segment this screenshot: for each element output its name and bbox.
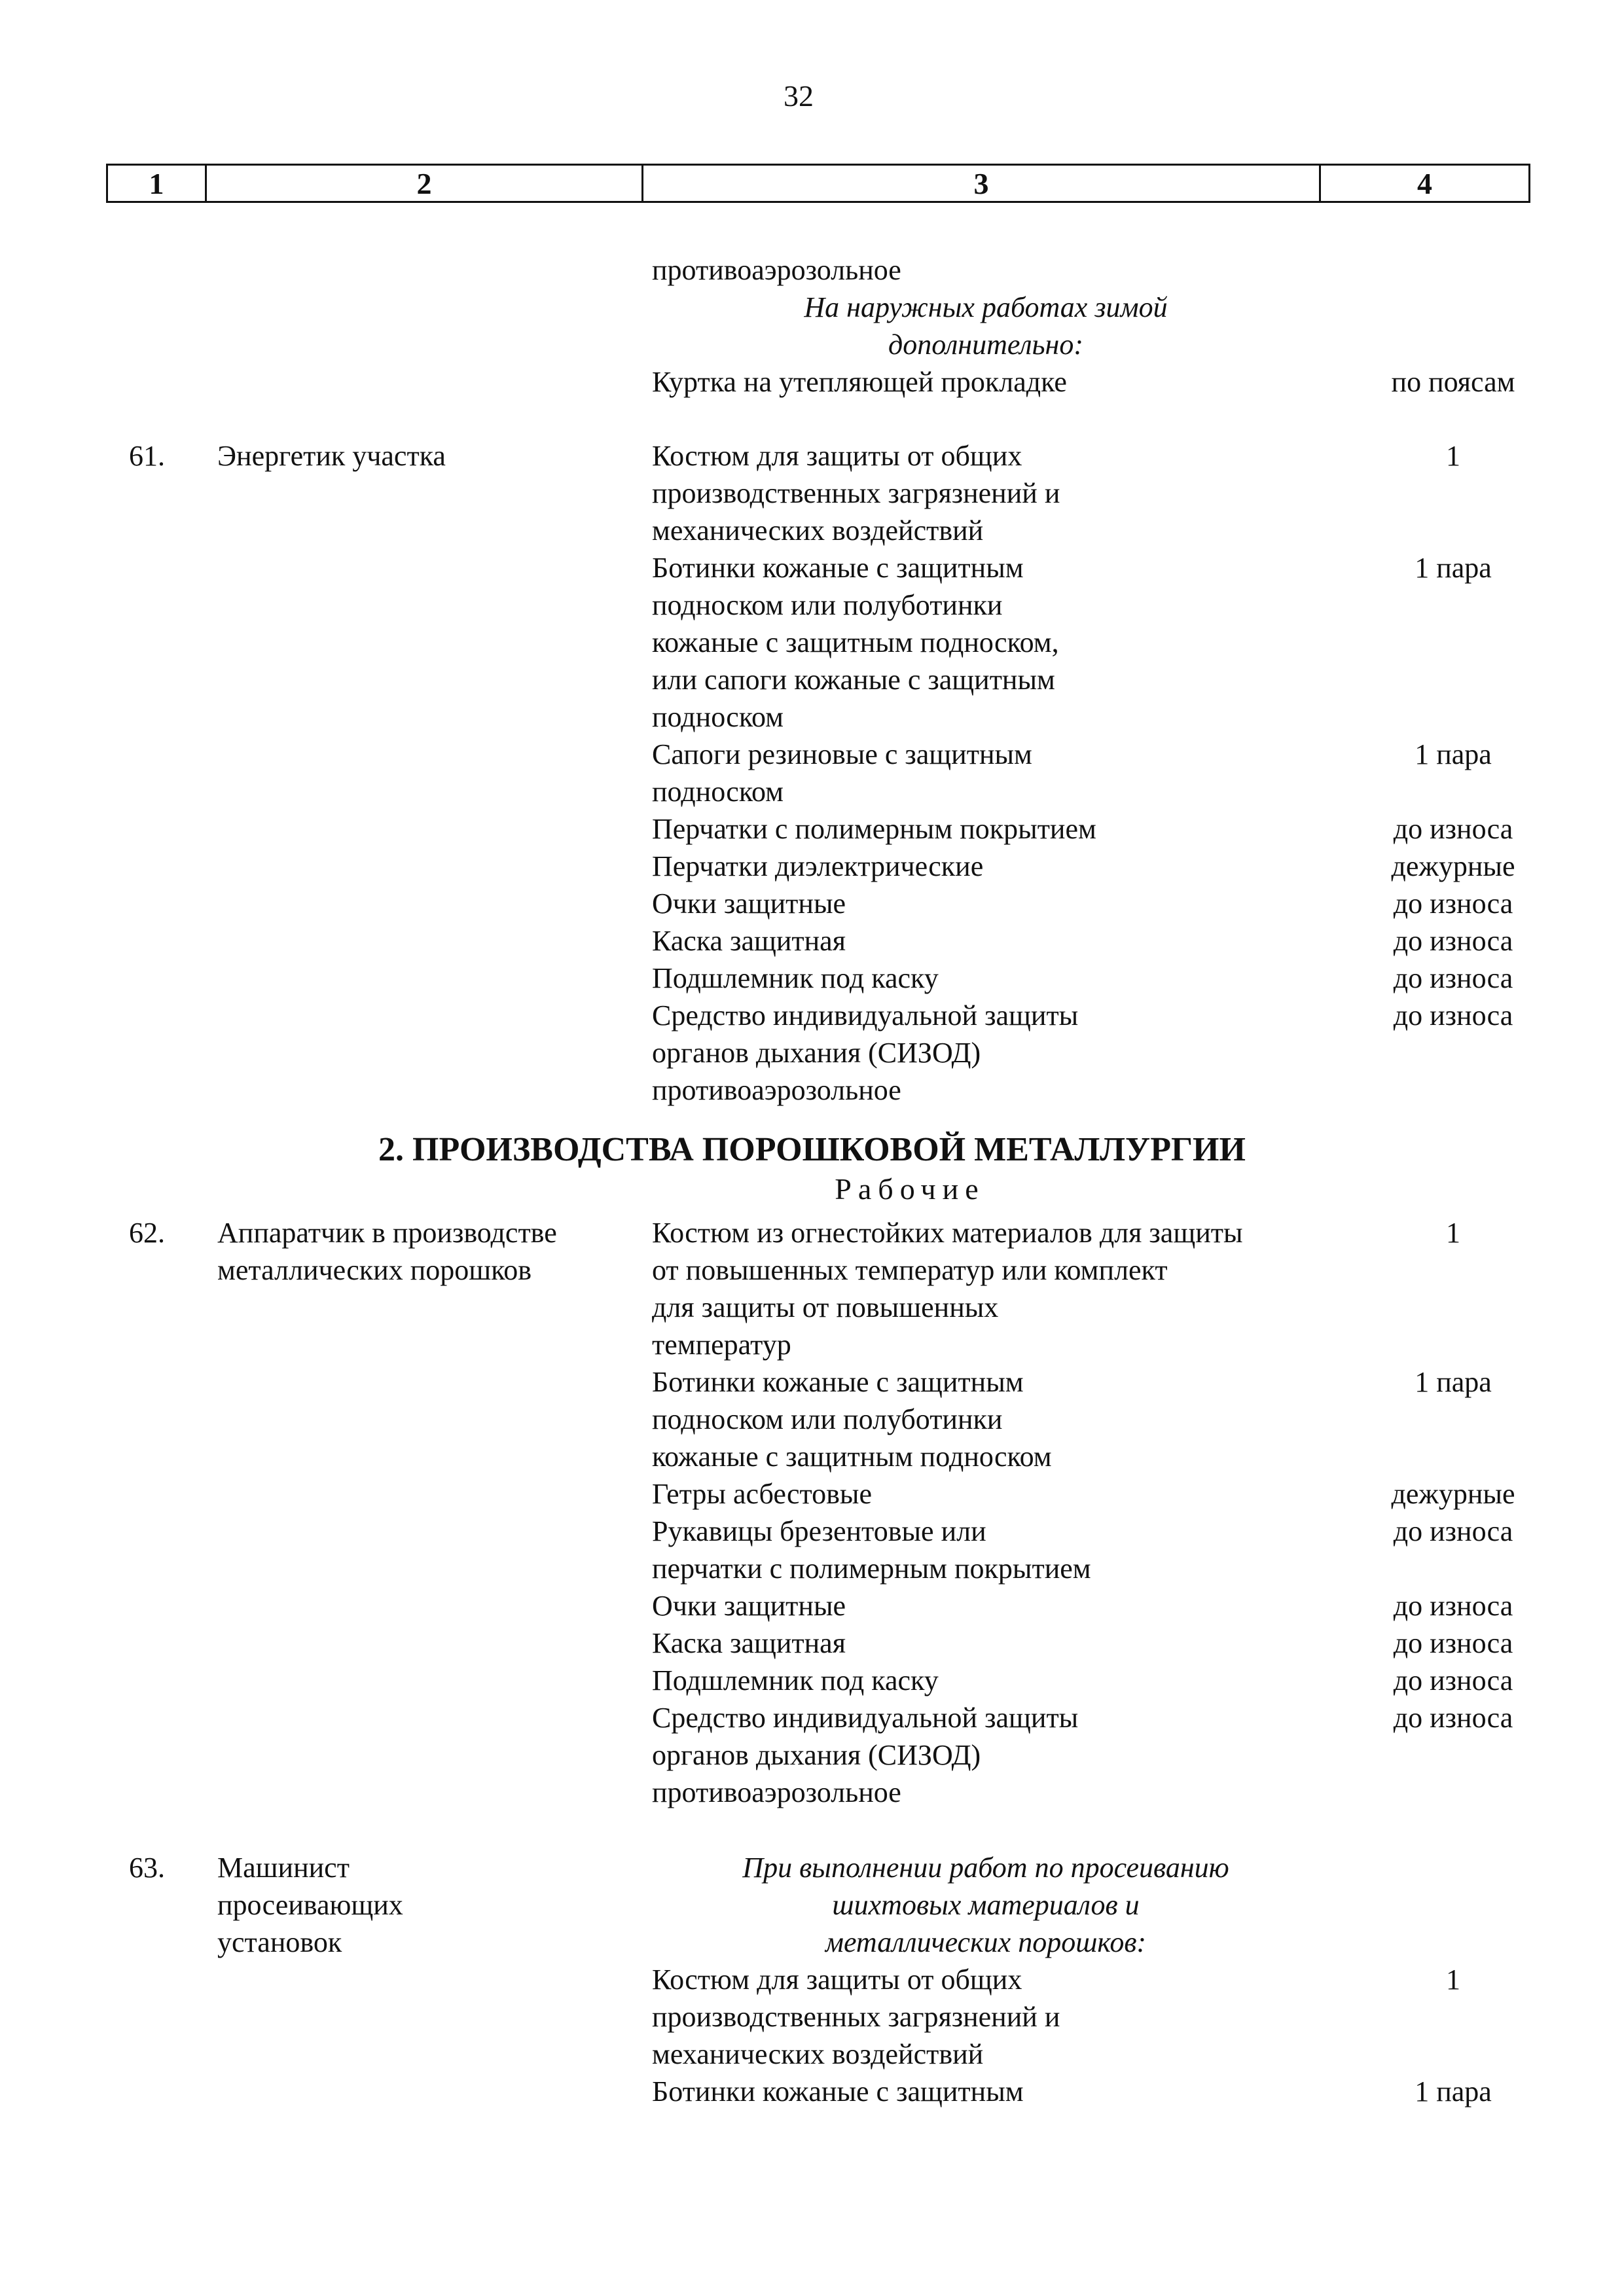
quantity: до износа <box>1393 1702 1513 1734</box>
quantity: до износа <box>1393 1515 1513 1547</box>
quantity: до износа <box>1393 1664 1513 1696</box>
quantity: до износа <box>1393 962 1513 994</box>
item-line: производственных загрязнений и <box>652 2001 1060 2033</box>
item-line: Костюм из огнестойких материалов для защиты <box>652 1217 1243 1249</box>
item-line: подноском <box>652 776 784 808</box>
item-line: Средство индивидуальной защиты <box>652 999 1079 1031</box>
column-header-4: 4 <box>1319 166 1528 201</box>
item-line: Очки защитные <box>652 1590 846 1622</box>
item-line: органов дыхания (СИЗОД) <box>652 1739 981 1771</box>
item-line: Костюм для защиты от общих <box>652 440 1022 472</box>
item-line: механических воздействий <box>652 2038 984 2070</box>
quantity: 1 <box>1446 1217 1460 1249</box>
italic-note-line: При выполнении работ по просеиванию <box>742 1852 1229 1884</box>
page-number: 32 <box>784 79 814 113</box>
quantity: до износа <box>1393 925 1513 957</box>
item-line: подноском <box>652 701 784 733</box>
quantity: 1 <box>1446 1964 1460 1996</box>
item-line: или сапоги кожаные с защитным <box>652 664 1055 696</box>
item-line: кожаные с защитным подноском, <box>652 626 1059 658</box>
item-line: подноском или полуботинки <box>652 1403 1003 1435</box>
item-line: Каска защитная <box>652 925 846 957</box>
item-line: Куртка на утепляющей прокладке <box>652 366 1067 398</box>
row-number: 61. <box>129 440 165 472</box>
quantity: 1 пара <box>1415 1366 1492 1398</box>
quantity: дежурные <box>1391 1478 1515 1510</box>
item-line: от повышенных температур или комплект <box>652 1254 1168 1286</box>
quantity: 1 пара <box>1415 2075 1492 2108</box>
position-title: установок <box>217 1926 342 1958</box>
item-line: Костюм для защиты от общих <box>652 1964 1022 1996</box>
item-line: Ботинки кожаные с защитным <box>652 1366 1024 1398</box>
item-line: подноском или полуботинки <box>652 589 1003 621</box>
item-line: производственных загрязнений и <box>652 477 1060 509</box>
position-title: Машинист <box>217 1852 350 1884</box>
quantity: до износа <box>1393 888 1513 920</box>
column-header-row <box>106 164 1530 203</box>
section-subtitle: Рабочие <box>835 1172 985 1206</box>
position-title: Энергетик участка <box>217 440 446 472</box>
item-line: Ботинки кожаные с защитным <box>652 552 1024 584</box>
item-line: Сапоги резиновые с защитным <box>652 738 1032 770</box>
item-line: противоаэрозольное <box>652 1776 901 1808</box>
section-title: 2. ПРОИЗВОДСТВА ПОРОШКОВОЙ МЕТАЛЛУРГИИ <box>378 1131 1246 1168</box>
quantity: 1 пара <box>1415 552 1492 584</box>
quantity: до износа <box>1393 1590 1513 1622</box>
row-number: 63. <box>129 1852 165 1884</box>
item-line: противоаэрозольное <box>652 254 901 286</box>
quantity: 1 <box>1446 440 1460 472</box>
quantity: дежурные <box>1391 850 1515 882</box>
item-line: механических воздействий <box>652 514 984 547</box>
quantity: до износа <box>1393 813 1513 845</box>
column-header-2: 2 <box>205 166 641 201</box>
item-line: Средство индивидуальной защиты <box>652 1702 1079 1734</box>
italic-note-line: металлических порошков: <box>825 1926 1147 1958</box>
position-title: металлических порошков <box>217 1254 532 1286</box>
item-line: Перчатки с полимерным покрытием <box>652 813 1096 845</box>
item-line: противоаэрозольное <box>652 1074 901 1106</box>
quantity: по поясам <box>1391 366 1515 398</box>
item-line: Подшлемник под каску <box>652 1664 939 1696</box>
italic-note-line: дополнительно: <box>888 329 1084 361</box>
item-line: для защиты от повышенных <box>652 1291 999 1323</box>
item-line: перчатки с полимерным покрытием <box>652 1552 1091 1585</box>
item-line: Гетры асбестовые <box>652 1478 873 1510</box>
item-line: органов дыхания (СИЗОД) <box>652 1037 981 1069</box>
position-title: просеивающих <box>217 1889 403 1921</box>
item-line: Очки защитные <box>652 888 846 920</box>
italic-note-line: На наружных работах зимой <box>804 291 1168 323</box>
quantity: 1 пара <box>1415 738 1492 770</box>
column-header-3: 3 <box>641 166 1319 201</box>
column-header-1: 1 <box>149 166 164 200</box>
item-line: Ботинки кожаные с защитным <box>652 2075 1024 2108</box>
item-line: температур <box>652 1329 791 1361</box>
item-line: Каска защитная <box>652 1627 846 1659</box>
item-line: Рукавицы брезентовые или <box>652 1515 986 1547</box>
position-title: Аппаратчик в производстве <box>217 1217 557 1249</box>
row-number: 62. <box>129 1217 165 1249</box>
italic-note-line: шихтовых материалов и <box>832 1889 1140 1921</box>
quantity: до износа <box>1393 999 1513 1031</box>
item-line: Перчатки диэлектрические <box>652 850 984 882</box>
item-line: Подшлемник под каску <box>652 962 939 994</box>
item-line: кожаные с защитным подноском <box>652 1441 1052 1473</box>
quantity: до износа <box>1393 1627 1513 1659</box>
